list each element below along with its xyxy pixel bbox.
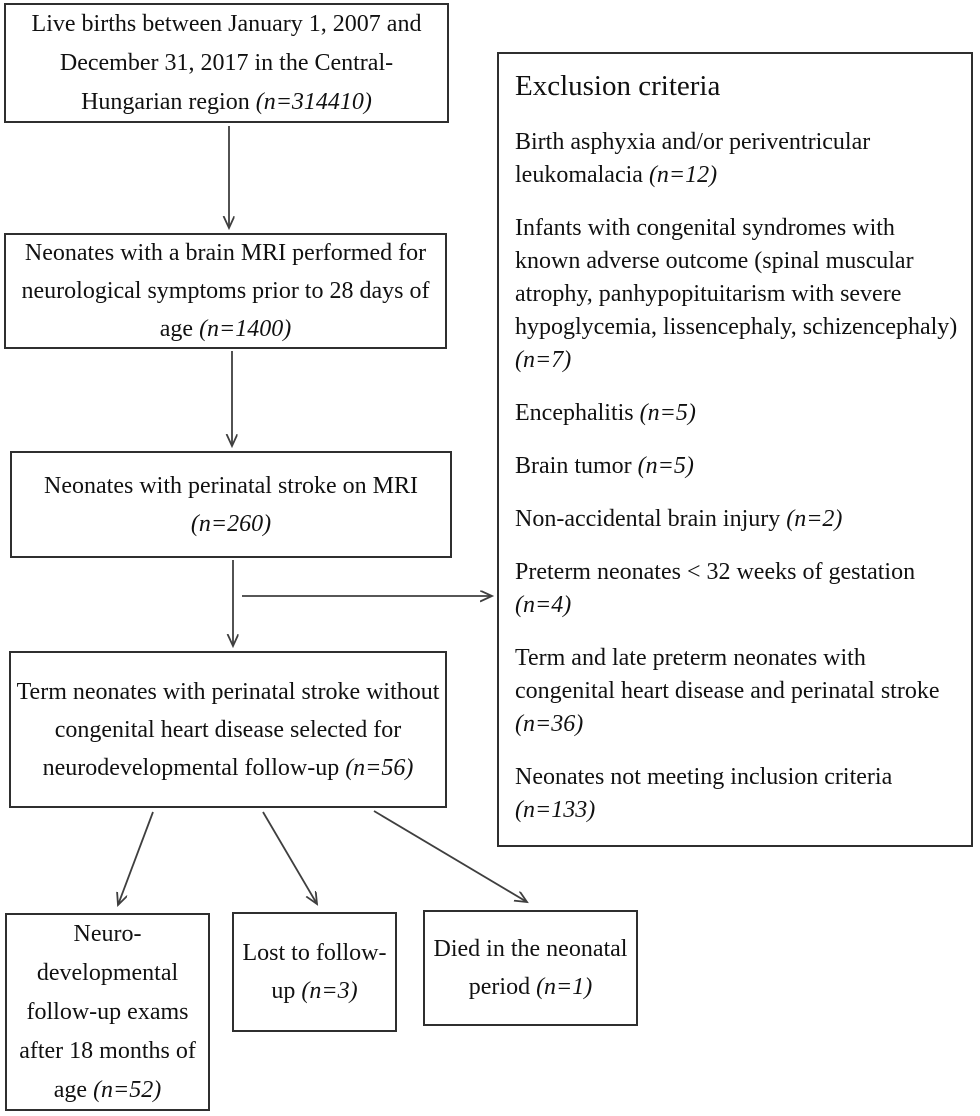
- exclusion-item: Term and late preterm neonates with congenital heart disease and perinatal stroke (n=36): [515, 645, 940, 737]
- box-neurodev-followup-text: Neuro-developmental follow-up exams after 18 months of age (n=52): [19, 920, 196, 1103]
- n-value: (n=260): [190, 510, 272, 537]
- n-value: (n=12): [648, 162, 718, 188]
- exclusion-item: Brain tumor (n=5): [515, 453, 694, 479]
- n-value: (n=56): [345, 754, 414, 781]
- exclusion-criteria-panel: [497, 52, 973, 847]
- n-value: (n=1): [536, 974, 593, 1000]
- box-lost-followup-text: Lost to follow-up (n=3): [242, 940, 387, 1004]
- exclusion-item: Birth asphyxia and/or periventricular leukomalacia (n=12): [515, 129, 871, 188]
- n-value: (n=36): [515, 711, 584, 737]
- box-brain-mri-text: Neonates with a brain MRI performed for neurological symptoms prior to 28 days of age (n=1400): [21, 240, 430, 342]
- n-value: (n=2): [786, 506, 843, 532]
- box-live-births: [4, 3, 449, 123]
- box-brain-mri: [4, 233, 447, 349]
- n-value: (n=3): [301, 978, 358, 1004]
- box-term-neonates: [9, 651, 447, 808]
- exclusion-title: Exclusion criteria: [515, 70, 721, 102]
- box-term-neonates-text: Term neonates with perinatal stroke without congenital heart disease selected for neurodevelopmental follow-up (n=56): [16, 678, 440, 781]
- n-value: (n=7): [515, 347, 572, 373]
- n-value: (n=5): [639, 400, 696, 426]
- exclusion-item: Infants with congenital syndromes with known adverse outcome (spinal muscular atrophy, panhypopituitarism with severe hypoglycemia, lissencephaly, schizencephaly) (n=7): [515, 215, 958, 373]
- box-neurodev-followup: [5, 913, 210, 1111]
- box-lost-followup: [232, 912, 397, 1032]
- box-died-neonatal: [423, 910, 638, 1026]
- exclusion-item: Non-accidental brain injury (n=2): [515, 506, 843, 532]
- box-perinatal-stroke: [10, 451, 452, 558]
- n-value: (n=5): [637, 453, 694, 479]
- box-perinatal-stroke-text: Neonates with perinatal stroke on MRI (n=260): [44, 472, 418, 537]
- n-value: (n=1400): [199, 316, 292, 342]
- n-value: (n=314410): [255, 88, 372, 115]
- arrow-term-to-lost: [263, 812, 317, 904]
- n-value: (n=52): [93, 1076, 162, 1103]
- exclusion-item: Preterm neonates < 32 weeks of gestation (n=4): [515, 559, 916, 618]
- arrow-term-to-followup: [118, 812, 153, 905]
- n-value: (n=4): [515, 592, 572, 618]
- exclusion-item: Neonates not meeting inclusion criteria (n=133): [515, 764, 893, 823]
- box-died-neonatal-text: Died in the neonatal period (n=1): [433, 936, 628, 1000]
- box-live-births-text: Live births between January 1, 2007 and December 31, 2017 in the Central-Hungarian region (n=314410): [31, 10, 422, 115]
- n-value: (n=133): [515, 797, 596, 823]
- exclusion-item: Encephalitis (n=5): [515, 400, 696, 426]
